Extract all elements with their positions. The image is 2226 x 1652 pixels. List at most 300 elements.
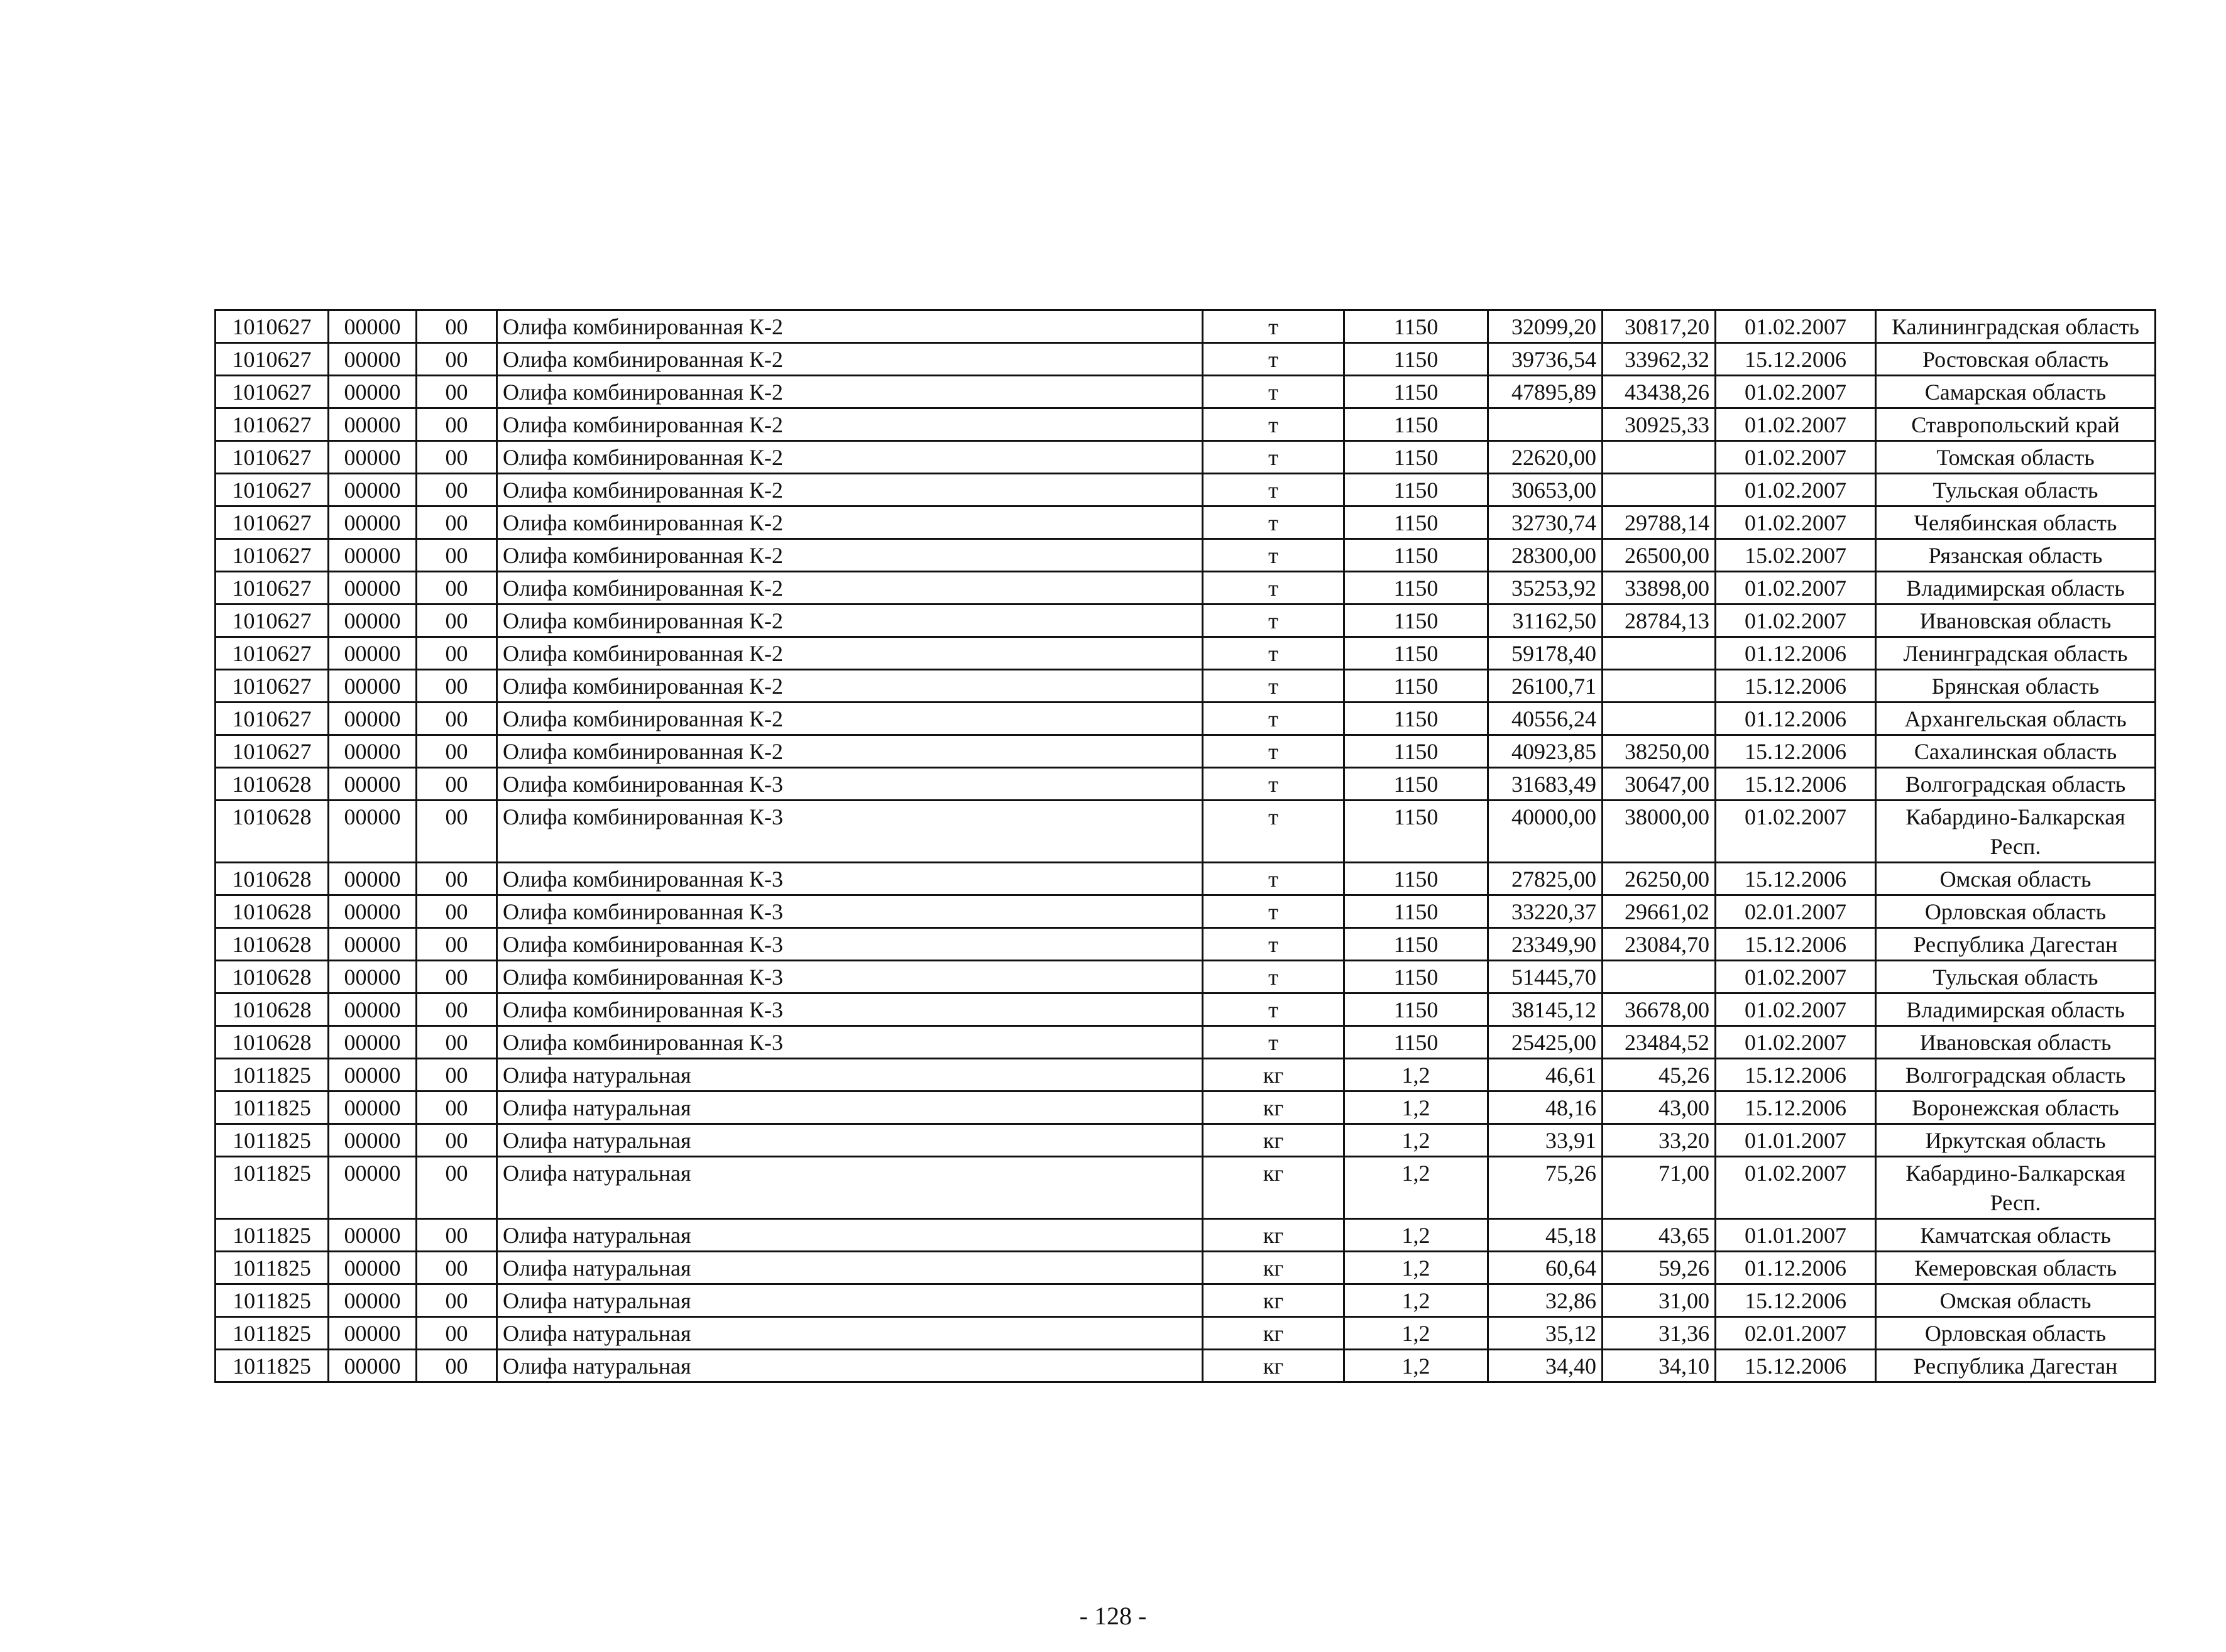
cell-price-1: 59178,40 [1488, 637, 1603, 670]
cell-region: Ивановская область [1876, 1026, 2156, 1059]
cell-date: 01.01.2007 [1716, 1124, 1876, 1157]
cell-subcode: 00000 [329, 506, 417, 539]
cell-price-1: 33220,37 [1488, 895, 1603, 928]
cell-subcode: 00000 [329, 703, 417, 735]
cell-factor: 1,2 [1344, 1091, 1488, 1124]
cell-price-2: 31,00 [1603, 1284, 1716, 1317]
cell-factor: 1150 [1344, 441, 1488, 474]
cell-subcode-2: 00 [417, 703, 497, 735]
table-row [216, 1219, 2156, 1252]
cell-price-2: 34,10 [1603, 1350, 1716, 1382]
cell-unit: т [1203, 310, 1344, 343]
cell-price-1: 38145,12 [1488, 993, 1603, 1026]
cell-material-name: Олифа натуральная [497, 1219, 1203, 1252]
cell-subcode: 00000 [329, 1252, 417, 1284]
cell-date: 15.12.2006 [1716, 863, 1876, 895]
cell-price-2: 29788,14 [1603, 506, 1716, 539]
table-row [216, 539, 2156, 572]
cell-region: Кабардино-Балкарская Респ. [1876, 1157, 2156, 1219]
table-row [216, 768, 2156, 801]
cell-subcode: 00000 [329, 768, 417, 801]
cell-price-1: 60,64 [1488, 1252, 1603, 1284]
cell-factor: 1150 [1344, 343, 1488, 376]
table-row [216, 572, 2156, 604]
cell-subcode-2: 00 [417, 928, 497, 961]
cell-price-2: 45,26 [1603, 1059, 1716, 1091]
cell-code: 1010627 [216, 310, 329, 343]
cell-price-2: 26500,00 [1603, 539, 1716, 572]
cell-region: Самарская область [1876, 376, 2156, 408]
cell-unit: т [1203, 895, 1344, 928]
cell-subcode: 00000 [329, 1157, 417, 1219]
cell-subcode-2: 00 [417, 895, 497, 928]
cell-code: 1011825 [216, 1317, 329, 1350]
table-row [216, 863, 2156, 895]
cell-price-2: 23084,70 [1603, 928, 1716, 961]
cell-price-1: 40923,85 [1488, 735, 1603, 768]
cell-price-1: 23349,90 [1488, 928, 1603, 961]
cell-unit: кг [1203, 1091, 1344, 1124]
cell-code: 1011825 [216, 1124, 329, 1157]
cell-region: Владимирская область [1876, 993, 2156, 1026]
cell-subcode: 00000 [329, 961, 417, 993]
cell-subcode: 00000 [329, 572, 417, 604]
cell-factor: 1,2 [1344, 1219, 1488, 1252]
table-row [216, 1157, 2156, 1219]
cell-price-2: 30647,00 [1603, 768, 1716, 801]
cell-material-name: Олифа комбинированная К-3 [497, 961, 1203, 993]
cell-region: Республика Дагестан [1876, 1350, 2156, 1382]
cell-material-name: Олифа комбинированная К-3 [497, 863, 1203, 895]
cell-price-2: 71,00 [1603, 1157, 1716, 1219]
cell-price-2: 30817,20 [1603, 310, 1716, 343]
cell-subcode: 00000 [329, 1124, 417, 1157]
cell-factor: 1,2 [1344, 1124, 1488, 1157]
table-row [216, 993, 2156, 1026]
cell-subcode-2: 00 [417, 408, 497, 441]
cell-subcode-2: 00 [417, 1026, 497, 1059]
table-row [216, 801, 2156, 863]
table-row [216, 1026, 2156, 1059]
cell-price-2: 30925,33 [1603, 408, 1716, 441]
cell-code: 1010627 [216, 604, 329, 637]
cell-date: 01.02.2007 [1716, 961, 1876, 993]
cell-subcode: 00000 [329, 1091, 417, 1124]
cell-price-2: 43438,26 [1603, 376, 1716, 408]
cell-subcode-2: 00 [417, 670, 497, 703]
cell-unit: т [1203, 1026, 1344, 1059]
cell-material-name: Олифа натуральная [497, 1059, 1203, 1091]
cell-unit: кг [1203, 1124, 1344, 1157]
cell-region: Ставропольский край [1876, 408, 2156, 441]
cell-subcode-2: 00 [417, 1091, 497, 1124]
cell-date: 15.02.2007 [1716, 539, 1876, 572]
cell-region: Воронежская область [1876, 1091, 2156, 1124]
cell-unit: т [1203, 441, 1344, 474]
cell-code: 1010627 [216, 572, 329, 604]
cell-code: 1011825 [216, 1350, 329, 1382]
cell-region: Владимирская область [1876, 572, 2156, 604]
cell-material-name: Олифа комбинированная К-2 [497, 670, 1203, 703]
cell-factor: 1150 [1344, 539, 1488, 572]
cell-unit: т [1203, 539, 1344, 572]
cell-factor: 1150 [1344, 376, 1488, 408]
cell-subcode-2: 00 [417, 1219, 497, 1252]
table-row [216, 506, 2156, 539]
cell-price-1: 22620,00 [1488, 441, 1603, 474]
cell-unit: т [1203, 376, 1344, 408]
table-row [216, 1284, 2156, 1317]
cell-unit: т [1203, 637, 1344, 670]
cell-code: 1010627 [216, 539, 329, 572]
price-table [214, 309, 2156, 1383]
cell-subcode-2: 00 [417, 474, 497, 506]
cell-price-2: 43,00 [1603, 1091, 1716, 1124]
cell-material-name: Олифа комбинированная К-2 [497, 376, 1203, 408]
cell-date: 02.01.2007 [1716, 895, 1876, 928]
cell-unit: кг [1203, 1252, 1344, 1284]
cell-subcode-2: 00 [417, 1157, 497, 1219]
cell-material-name: Олифа комбинированная К-2 [497, 637, 1203, 670]
cell-code: 1010627 [216, 637, 329, 670]
cell-date: 01.02.2007 [1716, 506, 1876, 539]
cell-code: 1010628 [216, 928, 329, 961]
cell-subcode: 00000 [329, 408, 417, 441]
cell-date: 15.12.2006 [1716, 1059, 1876, 1091]
cell-unit: т [1203, 506, 1344, 539]
cell-subcode-2: 00 [417, 1350, 497, 1382]
cell-material-name: Олифа комбинированная К-3 [497, 1026, 1203, 1059]
cell-date: 01.02.2007 [1716, 376, 1876, 408]
cell-factor: 1,2 [1344, 1284, 1488, 1317]
cell-unit: т [1203, 768, 1344, 801]
cell-subcode: 00000 [329, 1350, 417, 1382]
table-row [216, 1059, 2156, 1091]
cell-unit: кг [1203, 1317, 1344, 1350]
cell-region: Волгоградская область [1876, 1059, 2156, 1091]
cell-price-1: 46,61 [1488, 1059, 1603, 1091]
cell-date: 15.12.2006 [1716, 1091, 1876, 1124]
table-body [216, 310, 2156, 1382]
cell-price-2: 31,36 [1603, 1317, 1716, 1350]
cell-price-1: 26100,71 [1488, 670, 1603, 703]
cell-price-1 [1488, 408, 1603, 441]
cell-factor: 1150 [1344, 768, 1488, 801]
cell-subcode: 00000 [329, 310, 417, 343]
cell-price-2 [1603, 637, 1716, 670]
cell-material-name: Олифа комбинированная К-2 [497, 343, 1203, 376]
cell-factor: 1150 [1344, 801, 1488, 863]
cell-code: 1011825 [216, 1284, 329, 1317]
cell-price-1: 75,26 [1488, 1157, 1603, 1219]
cell-subcode: 00000 [329, 735, 417, 768]
cell-price-1: 32,86 [1488, 1284, 1603, 1317]
cell-factor: 1,2 [1344, 1252, 1488, 1284]
table-row [216, 1317, 2156, 1350]
cell-material-name: Олифа натуральная [497, 1252, 1203, 1284]
cell-unit: т [1203, 735, 1344, 768]
cell-subcode: 00000 [329, 604, 417, 637]
cell-subcode-2: 00 [417, 572, 497, 604]
cell-subcode: 00000 [329, 1317, 417, 1350]
cell-factor: 1,2 [1344, 1317, 1488, 1350]
cell-subcode: 00000 [329, 863, 417, 895]
cell-region: Челябинская область [1876, 506, 2156, 539]
cell-material-name: Олифа натуральная [497, 1124, 1203, 1157]
cell-factor: 1150 [1344, 863, 1488, 895]
cell-subcode-2: 00 [417, 1284, 497, 1317]
cell-date: 01.12.2006 [1716, 1252, 1876, 1284]
cell-factor: 1150 [1344, 735, 1488, 768]
cell-region: Калининградская область [1876, 310, 2156, 343]
cell-material-name: Олифа комбинированная К-3 [497, 801, 1203, 863]
cell-material-name: Олифа комбинированная К-2 [497, 572, 1203, 604]
cell-subcode-2: 00 [417, 604, 497, 637]
cell-price-2 [1603, 670, 1716, 703]
cell-price-2: 43,65 [1603, 1219, 1716, 1252]
cell-price-1: 32730,74 [1488, 506, 1603, 539]
cell-unit: т [1203, 474, 1344, 506]
cell-date: 15.12.2006 [1716, 343, 1876, 376]
cell-price-2: 23484,52 [1603, 1026, 1716, 1059]
cell-subcode: 00000 [329, 1026, 417, 1059]
cell-price-1: 39736,54 [1488, 343, 1603, 376]
table-row [216, 408, 2156, 441]
cell-factor: 1150 [1344, 474, 1488, 506]
cell-code: 1010628 [216, 895, 329, 928]
cell-code: 1010627 [216, 376, 329, 408]
cell-price-1: 45,18 [1488, 1219, 1603, 1252]
cell-subcode: 00000 [329, 441, 417, 474]
cell-code: 1010628 [216, 863, 329, 895]
cell-date: 02.01.2007 [1716, 1317, 1876, 1350]
cell-material-name: Олифа комбинированная К-3 [497, 768, 1203, 801]
cell-price-1: 51445,70 [1488, 961, 1603, 993]
cell-subcode: 00000 [329, 474, 417, 506]
cell-factor: 1150 [1344, 604, 1488, 637]
cell-region: Рязанская область [1876, 539, 2156, 572]
cell-material-name: Олифа натуральная [497, 1091, 1203, 1124]
cell-region: Тульская область [1876, 961, 2156, 993]
cell-price-1: 25425,00 [1488, 1026, 1603, 1059]
cell-date: 01.02.2007 [1716, 310, 1876, 343]
cell-code: 1010627 [216, 408, 329, 441]
cell-price-2: 29661,02 [1603, 895, 1716, 928]
cell-price-2 [1603, 441, 1716, 474]
cell-price-1: 47895,89 [1488, 376, 1603, 408]
cell-code: 1010628 [216, 961, 329, 993]
cell-region: Томская область [1876, 441, 2156, 474]
cell-unit: т [1203, 928, 1344, 961]
cell-price-2 [1603, 474, 1716, 506]
cell-factor: 1150 [1344, 703, 1488, 735]
table-row [216, 441, 2156, 474]
cell-price-1: 32099,20 [1488, 310, 1603, 343]
cell-factor: 1150 [1344, 928, 1488, 961]
cell-region: Сахалинская область [1876, 735, 2156, 768]
cell-unit: т [1203, 993, 1344, 1026]
cell-subcode: 00000 [329, 1219, 417, 1252]
cell-price-1: 35,12 [1488, 1317, 1603, 1350]
cell-price-2 [1603, 961, 1716, 993]
cell-price-1: 40000,00 [1488, 801, 1603, 863]
cell-subcode-2: 00 [417, 506, 497, 539]
cell-code: 1010628 [216, 1026, 329, 1059]
cell-material-name: Олифа комбинированная К-2 [497, 539, 1203, 572]
cell-region: Ивановская область [1876, 604, 2156, 637]
cell-code: 1011825 [216, 1252, 329, 1284]
cell-unit: т [1203, 961, 1344, 993]
cell-subcode-2: 00 [417, 801, 497, 863]
cell-date: 15.12.2006 [1716, 768, 1876, 801]
cell-factor: 1,2 [1344, 1059, 1488, 1091]
table-row [216, 474, 2156, 506]
cell-region: Иркутская область [1876, 1124, 2156, 1157]
cell-date: 01.12.2006 [1716, 703, 1876, 735]
cell-date: 01.02.2007 [1716, 604, 1876, 637]
cell-material-name: Олифа комбинированная К-2 [497, 310, 1203, 343]
cell-code: 1010627 [216, 703, 329, 735]
cell-price-2 [1603, 703, 1716, 735]
cell-factor: 1150 [1344, 310, 1488, 343]
cell-code: 1010627 [216, 506, 329, 539]
table-row [216, 637, 2156, 670]
cell-material-name: Олифа комбинированная К-2 [497, 506, 1203, 539]
cell-region: Кемеровская область [1876, 1252, 2156, 1284]
cell-date: 01.02.2007 [1716, 801, 1876, 863]
table-row [216, 670, 2156, 703]
cell-factor: 1150 [1344, 1026, 1488, 1059]
cell-region: Республика Дагестан [1876, 928, 2156, 961]
cell-code: 1010627 [216, 735, 329, 768]
cell-code: 1011825 [216, 1219, 329, 1252]
cell-factor: 1150 [1344, 961, 1488, 993]
cell-code: 1010628 [216, 801, 329, 863]
table-row [216, 604, 2156, 637]
cell-factor: 1150 [1344, 895, 1488, 928]
cell-material-name: Олифа натуральная [497, 1284, 1203, 1317]
cell-unit: т [1203, 408, 1344, 441]
cell-unit: кг [1203, 1284, 1344, 1317]
cell-region: Ленинградская область [1876, 637, 2156, 670]
table-row [216, 703, 2156, 735]
cell-code: 1010627 [216, 474, 329, 506]
cell-date: 01.02.2007 [1716, 1026, 1876, 1059]
cell-region: Камчатская область [1876, 1219, 2156, 1252]
cell-material-name: Олифа комбинированная К-3 [497, 993, 1203, 1026]
cell-price-2: 33962,32 [1603, 343, 1716, 376]
cell-unit: т [1203, 703, 1344, 735]
cell-subcode-2: 00 [417, 1124, 497, 1157]
cell-region: Орловская область [1876, 1317, 2156, 1350]
cell-unit: т [1203, 343, 1344, 376]
cell-price-2: 33898,00 [1603, 572, 1716, 604]
table-row [216, 1124, 2156, 1157]
cell-code: 1011825 [216, 1059, 329, 1091]
cell-region: Орловская область [1876, 895, 2156, 928]
cell-subcode: 00000 [329, 376, 417, 408]
cell-factor: 1150 [1344, 993, 1488, 1026]
cell-material-name: Олифа комбинированная К-2 [497, 604, 1203, 637]
cell-subcode-2: 00 [417, 441, 497, 474]
cell-code: 1011825 [216, 1157, 329, 1219]
cell-subcode-2: 00 [417, 310, 497, 343]
cell-factor: 1150 [1344, 637, 1488, 670]
cell-subcode-2: 00 [417, 1252, 497, 1284]
cell-date: 01.01.2007 [1716, 1219, 1876, 1252]
cell-date: 15.12.2006 [1716, 670, 1876, 703]
cell-subcode: 00000 [329, 895, 417, 928]
cell-date: 15.12.2006 [1716, 735, 1876, 768]
cell-unit: кг [1203, 1059, 1344, 1091]
cell-subcode: 00000 [329, 1284, 417, 1317]
cell-subcode-2: 00 [417, 1059, 497, 1091]
cell-material-name: Олифа комбинированная К-2 [497, 441, 1203, 474]
table-row [216, 895, 2156, 928]
table-row [216, 928, 2156, 961]
cell-unit: т [1203, 863, 1344, 895]
cell-subcode: 00000 [329, 801, 417, 863]
cell-date: 01.02.2007 [1716, 408, 1876, 441]
cell-material-name: Олифа натуральная [497, 1317, 1203, 1350]
cell-material-name: Олифа комбинированная К-2 [497, 703, 1203, 735]
cell-unit: т [1203, 604, 1344, 637]
cell-code: 1010627 [216, 343, 329, 376]
cell-material-name: Олифа комбинированная К-3 [497, 895, 1203, 928]
cell-factor: 1150 [1344, 506, 1488, 539]
cell-price-2: 36678,00 [1603, 993, 1716, 1026]
cell-factor: 1150 [1344, 572, 1488, 604]
table-row [216, 1091, 2156, 1124]
cell-material-name: Олифа комбинированная К-2 [497, 735, 1203, 768]
cell-unit: т [1203, 801, 1344, 863]
cell-subcode-2: 00 [417, 343, 497, 376]
cell-subcode: 00000 [329, 928, 417, 961]
table-row [216, 961, 2156, 993]
cell-price-1: 30653,00 [1488, 474, 1603, 506]
cell-code: 1010628 [216, 993, 329, 1026]
cell-date: 15.12.2006 [1716, 928, 1876, 961]
cell-date: 15.12.2006 [1716, 1284, 1876, 1317]
cell-unit: кг [1203, 1219, 1344, 1252]
cell-region: Омская область [1876, 863, 2156, 895]
cell-price-2: 38250,00 [1603, 735, 1716, 768]
cell-material-name: Олифа натуральная [497, 1157, 1203, 1219]
cell-region: Кабардино-Балкарская Респ. [1876, 801, 2156, 863]
cell-factor: 1,2 [1344, 1157, 1488, 1219]
cell-subcode: 00000 [329, 670, 417, 703]
cell-price-1: 31162,50 [1488, 604, 1603, 637]
cell-material-name: Олифа комбинированная К-2 [497, 408, 1203, 441]
cell-factor: 1150 [1344, 670, 1488, 703]
table-row [216, 1350, 2156, 1382]
cell-subcode-2: 00 [417, 1317, 497, 1350]
cell-price-2: 38000,00 [1603, 801, 1716, 863]
cell-code: 1010627 [216, 441, 329, 474]
cell-subcode-2: 00 [417, 637, 497, 670]
cell-date: 01.02.2007 [1716, 441, 1876, 474]
cell-material-name: Олифа натуральная [497, 1350, 1203, 1382]
cell-region: Омская область [1876, 1284, 2156, 1317]
cell-region: Ростовская область [1876, 343, 2156, 376]
cell-price-1: 40556,24 [1488, 703, 1603, 735]
table-row [216, 376, 2156, 408]
cell-subcode-2: 00 [417, 863, 497, 895]
cell-factor: 1150 [1344, 408, 1488, 441]
table-row [216, 343, 2156, 376]
cell-subcode: 00000 [329, 637, 417, 670]
cell-unit: т [1203, 670, 1344, 703]
